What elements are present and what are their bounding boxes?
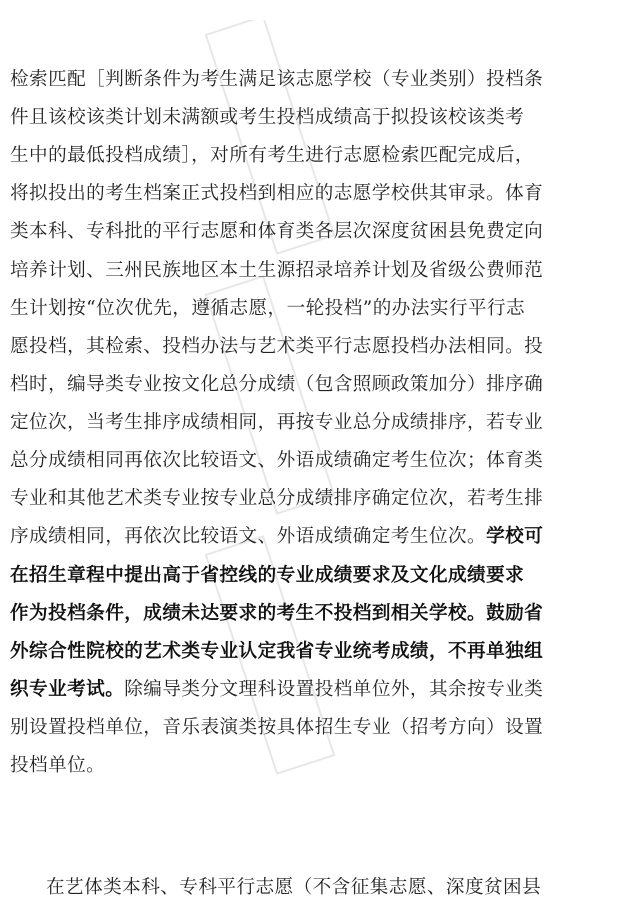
text-segment: 别设置投档单位，音乐表演类按具体招生专业（招考方向）设置: [10, 717, 544, 738]
text-segment: 定位次，当考生排序成绩相同，再按专业总分成绩排序，若专业: [10, 412, 544, 433]
text-segment: 生中的最低投档成绩］，对所有考生进行志愿检索匹配完成后，: [10, 145, 534, 166]
text-line: [10, 484, 543, 514]
text-line: [10, 294, 525, 324]
bold-text-segment: 学校可: [486, 526, 544, 547]
text-segment: 在艺体类本科、专科平行志愿（不含征集志愿、深度贫困县: [46, 877, 542, 898]
text-line: [10, 713, 543, 743]
text-segment: 投档单位。: [10, 755, 106, 776]
text-segment: 件且该校该类计划未满额或考生投档成绩高于拟投该校该类考: [10, 107, 525, 128]
text-line: [10, 217, 543, 247]
text-line: [10, 637, 543, 667]
text-line: [10, 65, 543, 95]
text-segment: 总分成绩相同再依次比较语文、外语成绩确定考生位次；体育类: [10, 450, 544, 471]
text-segment: 档时，编导类专业按文化总分成绩（包含照顾政策加分）排序确: [10, 374, 544, 395]
text-segment: 类本科、专科批的平行志愿和体育类各层次深度贫困县免费定向: [10, 221, 544, 242]
text-segment: 将拟投出的考生档案正式投档到相应的志愿学校供其审录。体育: [10, 183, 544, 204]
text-line: [10, 561, 524, 591]
bold-text-segment: 外综合性院校的艺术类专业认定我省专业统考成绩，不再单独组: [10, 641, 544, 662]
text-line: [10, 446, 543, 476]
text-segment: 生计划按“位次优先，遵循志愿，一轮投档”的办法实行平行志: [10, 298, 526, 319]
text-line: [46, 873, 541, 903]
text-segment: 培养计划、三州民族地区本土生源招录培养计划及省级公费师范: [10, 260, 544, 281]
text-segment: 愿投档，其检索、投档办法与艺术类平行志愿投档办法相同。投: [10, 336, 544, 357]
text-segment: 专业和其他艺术类专业按专业总分成绩排序确定位次，若考生排: [10, 488, 544, 509]
text-line: [10, 751, 105, 781]
text-line: [10, 408, 543, 438]
bold-text-segment: 织专业考试。: [10, 679, 125, 700]
text-segment: 序成绩相同，再依次比较语文、外语成绩确定考生位次。: [10, 526, 487, 547]
text-line: [10, 256, 543, 286]
text-line: [10, 675, 543, 705]
text-line: [10, 370, 543, 400]
text-line: [10, 103, 524, 133]
text-segment: 除编导类分文理科设置投档单位外，其余按专业类: [124, 679, 544, 700]
text-segment: 检索匹配［判断条件为考生满足该志愿学校（专业类别）投档条: [10, 69, 544, 90]
bold-text-segment: 在招生章程中提出高于省控线的专业成绩要求及文化成绩要求: [10, 565, 525, 586]
text-line: [10, 332, 543, 362]
text-line: [10, 522, 543, 552]
text-line: [10, 141, 534, 171]
bold-text-segment: 作为投档条件，成绩未达要求的考生不投档到相关学校。鼓励省: [10, 603, 544, 624]
text-line: [10, 179, 543, 209]
text-line: [10, 599, 543, 629]
